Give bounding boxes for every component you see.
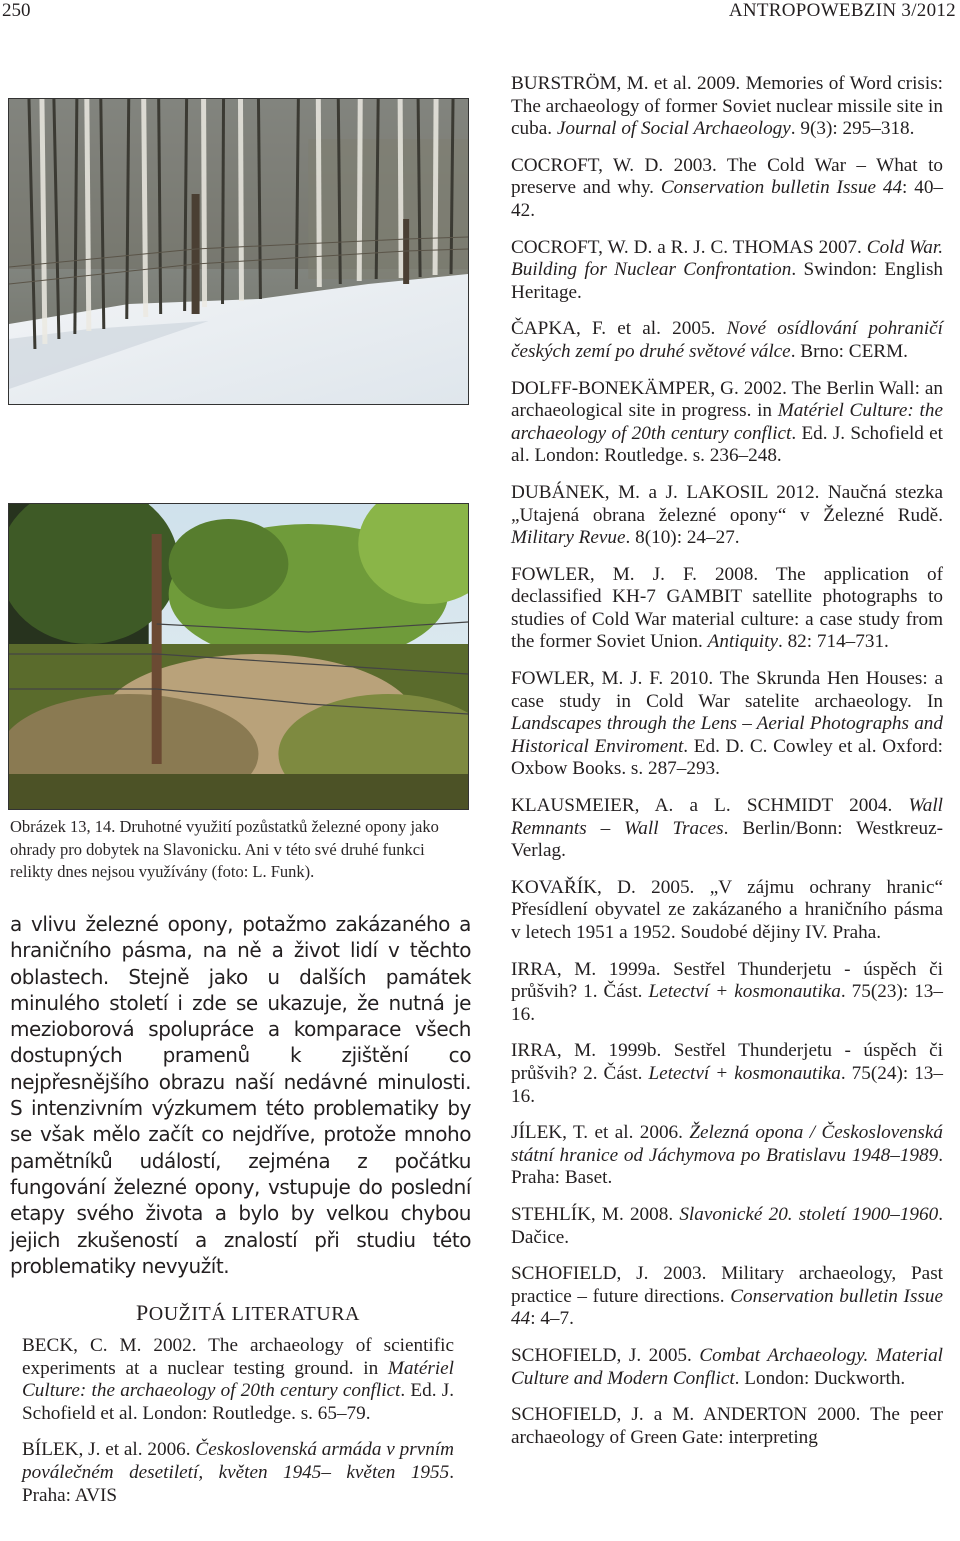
reference-entry: [511, 318, 943, 363]
reference-text: . 82: 714–731.: [777, 631, 889, 653]
reference-text: FOWLER, M. J. F. 2010. The Skrunda Hen Houses: a case study in Cold War satelite archaeology. In: [511, 668, 943, 712]
reference-entry: [511, 155, 943, 223]
reference-entry: [511, 1122, 943, 1190]
reference-title: Československá armáda v prvním poválečném desetiletí, květen 1945– květen 1955: [22, 1439, 455, 1483]
reference-entry: [22, 1335, 454, 1425]
reference-title: Letectví + kosmonautika: [648, 981, 841, 1003]
reference-text: ČAPKA, F. et al. 2005.: [511, 318, 727, 340]
reference-text: KOVAŘÍK, D. 2005. „V zájmu ochrany hranic“ Přesídlení obyvatel ze zakázaného a hraničního pásma v letech 1951 a 1952. Soudobé dějiny IV. Praha.: [511, 876, 943, 943]
reference-entry: [511, 1263, 943, 1331]
references-left-column: [22, 1335, 454, 1521]
reference-text: BURSTRÖM, M. et al. 2009. Memories of Word crisis: The archaeology of former Soviet nuclear missile site in cuba.: [511, 73, 943, 140]
reference-title: Conservation bulletin Issue 44: [511, 1285, 943, 1330]
reference-title: Cold War. Building for Nuclear Confrontation: [511, 236, 943, 281]
reference-text: BECK, C. M. 2002. The archaeology of scientific experiments at a nuclear testing ground. in: [22, 1335, 454, 1379]
reference-text: . Ed. J. Schofield et al. London: Routledge. s. 65–79.: [22, 1380, 455, 1424]
reference-title: Conservation bulletin Issue 44: [660, 177, 903, 199]
reference-entry: [511, 237, 943, 305]
reference-entry: [511, 1040, 943, 1108]
reference-text: . Ed. D. C. Cowley et al. Oxford: Oxbow Books. s. 287–293.: [511, 735, 943, 780]
reference-title: Combat Archaeology. Material Culture and Modern Conflict: [511, 1344, 943, 1389]
section-heading: [136, 1300, 360, 1327]
reference-text: : 4–7.: [530, 1308, 574, 1330]
reference-entry: [511, 1345, 943, 1390]
reference-text: IRRA, M. 1999a. Sestřel Thunderjetu - úspěch či průšvih? 1. Část.: [511, 958, 943, 1003]
reference-text: BÍLEK, J. et al. 2006.: [22, 1439, 196, 1461]
figure-caption: [10, 816, 468, 884]
reference-entry: [511, 482, 943, 550]
reference-title: Military Revue: [511, 527, 626, 549]
barbed-wire-fence-grass-photo: [8, 503, 469, 810]
reference-text: . Dačice.: [511, 1203, 943, 1248]
reference-text: COCROFT, W. D. a R. J. C. THOMAS 2007.: [511, 236, 867, 258]
section-heading-initial: P: [136, 1300, 149, 1325]
snowy-birch-forest-fence-photo: [8, 98, 469, 405]
reference-entry: [22, 1439, 454, 1507]
reference-title: Železná opona / Československá státní hranice od Jáchymova po Bratislavu 1948–1989: [511, 1122, 943, 1166]
reference-entry: [511, 795, 943, 863]
reference-text: . Praha: Baset.: [511, 1144, 943, 1189]
page-number: 250: [2, 0, 31, 21]
reference-title: Matériel Culture: the archaeology of 20th century conflict: [511, 400, 943, 444]
reference-entry: [511, 1404, 943, 1449]
reference-text: SCHOFIELD, J. 2003. Military archaeology, Past practice – future directions.: [511, 1263, 943, 1307]
reference-entry: [511, 959, 943, 1027]
reference-title: Letectví + kosmonautika: [648, 1062, 841, 1084]
reference-text: . Ed. J. Schofield et al. London: Routledge. s. 236–248.: [511, 422, 943, 467]
reference-text: : 40–42.: [511, 177, 944, 221]
reference-entry: [511, 1204, 943, 1249]
reference-text: SCHOFIELD, J. 2005.: [511, 1344, 700, 1366]
body-paragraph: [10, 911, 471, 1279]
reference-entry: [511, 668, 943, 781]
reference-text: DUBÁNEK, M. a J. LAKOSIL 2012. Naučná stezka „Utajená obrana železné opony“ v Železné Rudě.: [511, 481, 943, 526]
caption-label: Obrázek 13, 14.: [10, 817, 116, 836]
reference-text: JÍLEK, T. et al. 2006.: [511, 1122, 690, 1144]
reference-entry: [511, 378, 943, 468]
reference-text: DOLFF-BONEKÄMPER, G. 2002. The Berlin Wall: an archaeological site in progress. in: [511, 377, 943, 422]
reference-text: COCROFT, W. D. 2003. The Cold War – What to preserve and why.: [511, 154, 943, 199]
reference-text: . 8(10): 24–27.: [625, 527, 740, 549]
reference-text: . Swindon: English Heritage.: [511, 259, 944, 303]
reference-text: IRRA, M. 1999b. Sestřel Thunderjetu - úspěch či průšvih? 2. Část.: [511, 1040, 943, 1084]
reference-entry: [511, 877, 943, 945]
reference-text: . Brno: CERM.: [790, 340, 908, 362]
reference-text: . Berlin/Bonn: Westkreuz-Verlag.: [511, 817, 943, 862]
reference-entry: [511, 564, 943, 654]
reference-text: . London: Duckworth.: [734, 1367, 906, 1389]
reference-text: STEHLÍK, M. 2008.: [511, 1203, 680, 1225]
reference-title: Antiquity: [707, 631, 778, 653]
reference-text: . 9(3): 295–318.: [790, 118, 915, 140]
reference-entry: [511, 73, 943, 141]
reference-text: . 75(24): 13–16.: [511, 1062, 943, 1107]
reference-text: FOWLER, M. J. F. 2008. The application of declassified KH-7 GAMBIT satellite photographs to studies of Cold War material culture: a case study from the former Soviet Union.: [511, 563, 943, 653]
reference-text: . Praha: AVIS: [22, 1461, 454, 1506]
journal-title: ANTROPOWEBZIN 3/2012: [728, 0, 956, 21]
reference-title: Matériel Culture: the archaeology of 20th century conflict: [22, 1357, 454, 1402]
reference-title: Journal of Social Archaeology: [556, 118, 791, 140]
section-heading-rest: OUŽITÁ LITERATURA: [148, 1303, 360, 1325]
reference-text: SCHOFIELD, J. a M. ANDERTON 2000. The peer archaeology of Green Gate: interpreting: [511, 1404, 943, 1448]
caption-text: Druhotné využití pozůstatků železné opony jako ohrady pro dobytek na Slavonicku. Ani v této své druhé funkci relikty dnes nejsou využívány (foto: L. Funk).: [10, 817, 439, 881]
reference-title: Wall Remnants – Wall Traces: [511, 795, 943, 839]
reference-title: Landscapes through the Lens – Aerial Photographs and Historical Enviroment: [511, 713, 943, 757]
reference-text: . 75(23): 13–16.: [511, 981, 943, 1025]
references-right-column: [511, 73, 943, 1463]
body-text: a vlivu železné opony, potažmo zakázaného a hraničního pásma, na ně a život lidí v těchto oblastech. Stejně jako u dalších památek minulého století i zde se ukazuje, že nutná je mezioborová spolupráce a komparace všech dostupných pramenů k zjištění co nejpřesnějšího obrazu naší nedávné minulosti. S intenzivním výzkumem této problematiky by se však mělo začít co nejdříve, protože mnoho pamětníků událostí, zejména z počátku fungování železné opony, vstupuje do poslední etapy svého života a bylo by velkou chybou jejich zkušeností a znalostí při studiu této problematiky nevyužít.: [10, 912, 471, 1278]
reference-title: Nové osídlování pohraničí českých zemí po druhé světové válce: [511, 318, 943, 362]
reference-title: Slavonické 20. století 1900–1960: [679, 1203, 939, 1225]
reference-text: KLAUSMEIER, A. a L. SCHMIDT 2004.: [511, 795, 909, 817]
